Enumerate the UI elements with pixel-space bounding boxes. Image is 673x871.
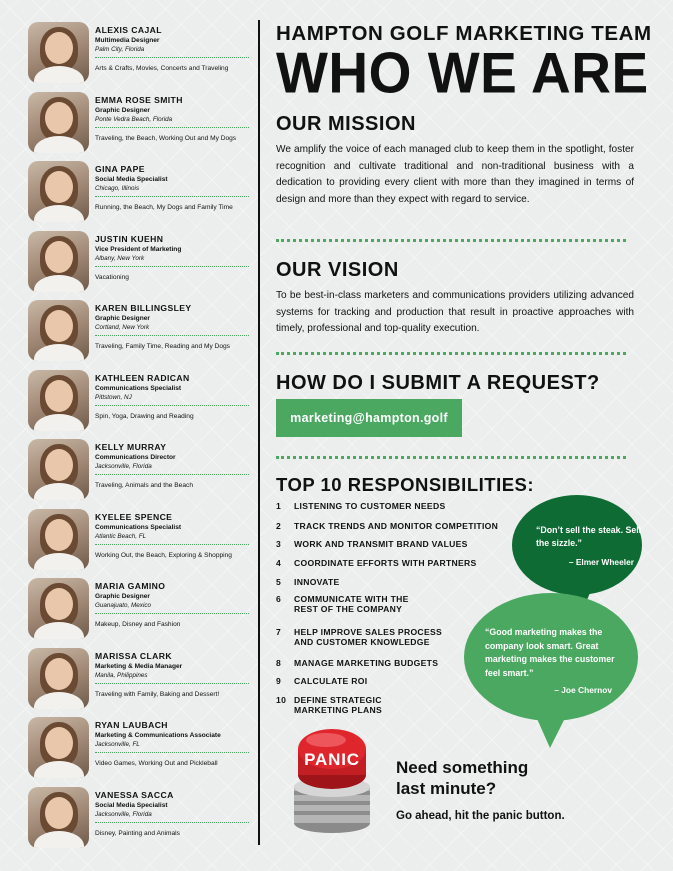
- responsibilities-heading: TOP 10 RESPONSIBILITIES:: [276, 474, 535, 495]
- member-title: Communications Specialist: [95, 523, 182, 531]
- member-title: Graphic Designer: [95, 593, 150, 600]
- responsibility-number: 5: [276, 577, 282, 587]
- member-name: RYAN LAUBACH: [95, 720, 168, 730]
- team-eyebrow: HAMPTON GOLF MARKETING TEAM: [276, 22, 652, 45]
- vision-text: To be best-in-class marketers and communications providers utilizing advanced systems for tracking and production that result in proactive approaches with timely, professional and top-quality execution.: [276, 290, 634, 335]
- member-name: JUSTIN KUEHN: [95, 233, 164, 244]
- member-title: Marketing & Media Manager: [95, 662, 183, 670]
- member-title: Multimedia Designer: [95, 37, 160, 44]
- member-location: Cortland, New York: [95, 324, 150, 331]
- responsibility-number: 4: [276, 558, 282, 568]
- member-name: KAREN BILLINGSLEY: [95, 303, 192, 313]
- mission-text: We amplify the voice of each managed club to keep them in the spotlight, foster recognition and cultivate traditional and non-traditional business with a dedication to providing every client with more than they imagined in terms of design and more than they expect with regard to service.: [276, 144, 634, 205]
- member-hobbies: Traveling with Family, Baking and Dessert!: [95, 690, 220, 698]
- member-location: Atlantic Beach, FL: [95, 532, 147, 540]
- member-location: Ponte Vedra Beach, Florida: [95, 115, 173, 123]
- member-hobbies: Traveling, Animals and the Beach: [95, 482, 193, 489]
- panic-subtext: Go ahead, hit the panic button.: [396, 810, 565, 822]
- member-name: ALEXIS CAJAL: [95, 25, 162, 35]
- member-hobbies: Disney, Painting and Animals: [95, 829, 180, 837]
- responsibility-text: COORDINATE EFFORTS WITH PARTNERS: [294, 558, 477, 568]
- vision-heading: OUR VISION: [276, 259, 399, 281]
- member-location: Albany, New York: [95, 254, 145, 262]
- member-title: Vice President of Marketing: [95, 245, 182, 253]
- responsibility-text: HELP IMPROVE SALES PROCESS AND CUSTOMER KNOWLEDGE: [294, 627, 443, 647]
- member-location: Chicago, Illinois: [95, 185, 140, 192]
- responsibility-text: DEFINE STRATEGIC MARKETING PLANS: [294, 695, 383, 715]
- member-name: MARISSA CLARK: [95, 650, 172, 661]
- member-title: Communications Director: [95, 454, 176, 461]
- responsibility-text: MANAGE MARKETING BUDGETS: [294, 658, 439, 668]
- member-hobbies: Makeup, Disney and Fashion: [95, 621, 181, 628]
- responsibility-number: 8: [276, 658, 282, 668]
- member-title: Marketing & Communications Associate: [95, 732, 221, 739]
- member-location: Jacksonville, FL: [95, 741, 140, 748]
- quote-2-author: – Joe Chernov: [554, 685, 612, 695]
- member-name: KATHLEEN RADICAN: [95, 372, 190, 383]
- responsibility-number: 3: [276, 539, 282, 549]
- member-location: Guanajuato, Mexico: [95, 602, 152, 609]
- member-title: Social Media Specialist: [95, 801, 168, 809]
- member-location: Jacksonville, Florida: [95, 463, 152, 470]
- member-name: MARIA GAMINO: [95, 581, 166, 591]
- responsibility-number: 2: [276, 521, 282, 531]
- member-location: Manila, Philippines: [95, 671, 148, 679]
- member-name: KYELEE SPENCE: [95, 511, 173, 522]
- member-hobbies: Arts & Crafts, Movies, Concerts and Traveling: [95, 65, 229, 72]
- mission-heading: OUR MISSION: [276, 113, 416, 135]
- page-title: WHO WE ARE: [276, 39, 649, 105]
- responsibility-text: LISTENING TO CUSTOMER NEEDS: [294, 501, 446, 511]
- responsibility-text: CALCULATE ROI: [294, 676, 368, 686]
- member-hobbies: Traveling, the Beach, Working Out and My Dogs: [95, 134, 237, 142]
- member-hobbies: Working Out, the Beach, Exploring & Shopping: [95, 551, 232, 559]
- member-location: Pittstown, NJ: [95, 393, 132, 401]
- responsibility-number: 10: [276, 695, 287, 705]
- member-name: KELLY MURRAY: [95, 442, 167, 452]
- member-hobbies: Spin, Yoga, Drawing and Reading: [95, 412, 194, 420]
- responsibility-text: TRACK TRENDS AND MONITOR COMPETITION: [294, 521, 499, 531]
- responsibility-number: 9: [276, 676, 282, 686]
- member-title: Graphic Designer: [95, 106, 150, 114]
- quote-1-text: “Don’t sell the steak. Sell the sizzle.”: [536, 525, 642, 548]
- responsibility-text: COMMUNICATE WITH THE REST OF THE COMPANY: [294, 594, 409, 614]
- panic-button-icon[interactable]: [282, 725, 382, 845]
- member-name: VANESSA SACCA: [95, 789, 174, 800]
- email-button[interactable]: marketing@hampton.golf: [276, 399, 462, 437]
- responsibility-number: 1: [276, 501, 282, 511]
- member-location: Jacksonville, Florida: [95, 810, 152, 818]
- member-title: Social Media Specialist: [95, 176, 168, 183]
- quote-2-text: “Good marketing makes the company look smart. Great marketing makes the customer feel smart.”: [485, 627, 615, 678]
- member-name: GINA PAPE: [95, 164, 145, 174]
- responsibility-text: INNOVATE: [294, 577, 340, 587]
- member-hobbies: Running, the Beach, My Dogs and Family Time: [95, 204, 233, 211]
- member-hobbies: Traveling, Family Time, Reading and My Dogs: [95, 343, 230, 350]
- member-hobbies: Vacationing: [95, 273, 129, 281]
- request-heading: HOW DO I SUBMIT A REQUEST?: [276, 372, 600, 394]
- panic-heading: Need something last minute?: [396, 758, 529, 798]
- member-title: Graphic Designer: [95, 315, 150, 322]
- quote-1-author: – Elmer Wheeler: [568, 557, 634, 567]
- quote-bubble-1: [512, 495, 642, 612]
- member-title: Communications Specialist: [95, 384, 182, 392]
- member-hobbies: Video Games, Working Out and Pickleball: [95, 760, 218, 767]
- panic-label: PANIC: [304, 750, 360, 769]
- responsibility-text: WORK AND TRANSMIT BRAND VALUES: [294, 539, 468, 549]
- member-name: EMMA ROSE SMITH: [95, 94, 183, 105]
- member-location: Palm City, Florida: [95, 46, 145, 53]
- responsibility-number: 7: [276, 627, 282, 637]
- responsibility-number: 6: [276, 594, 282, 604]
